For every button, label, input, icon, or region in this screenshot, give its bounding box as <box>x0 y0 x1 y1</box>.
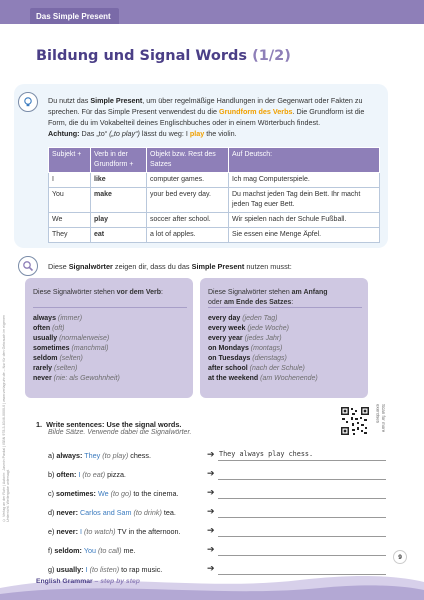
exercise-title: 1. Write sentences: Use the signal words. <box>36 420 182 429</box>
exercise-item-c: c) sometimes: We (to go) to the cinema. <box>48 489 179 498</box>
list-item: on Mondays (montags) <box>208 345 283 352</box>
exercise-item-e: e) never: I (to watch) TV in the afternoon. <box>48 527 181 536</box>
answer-line-c[interactable] <box>218 498 386 499</box>
signal-box-start-end <box>200 278 368 398</box>
page-number: 9 <box>393 550 407 564</box>
cell-object: soccer after school. <box>147 213 229 228</box>
table-row <box>49 173 380 188</box>
intro-paragraph: Du nutzt das Simple Present, um über regelmäßige Handlungen in der Gegenwart oder Fakten zu sprechen. Für das Simple Present verwendest du die Grundform des Verbs. Die Grundform ist die Form, die du im Vokabelteil deines Englischbuches oder in einem Wörterbuch findest. Achtung: Das „to“ („to play“) lässt du weg: I play the violin. <box>48 96 365 138</box>
footer-title: English Grammar – step by step <box>36 578 140 585</box>
cell-subject: I <box>49 173 91 188</box>
exercise-item-g: g) usually: I (to listen) to rap music. <box>48 565 163 574</box>
col-subject: Subjekt + <box>49 148 91 173</box>
signal-box-heading: Diese Signalwörter stehen vor dem Verb: <box>33 289 163 296</box>
cell-subject: You <box>49 188 91 213</box>
cell-object: computer games. <box>147 173 229 188</box>
answer-line-f[interactable] <box>218 555 386 556</box>
magnifier-icon <box>18 256 38 276</box>
col-object: Objekt bzw. Rest des Satzes <box>147 148 229 173</box>
page-title-main: Bildung und Signal Words <box>36 48 248 64</box>
copyright-note: © Verlag an der Ruhr | Autorin: Jasmin Pardal | ISBN 978-3-8346-0000-0 | www.verlagruhr.de – Nur für den Gebrauch im eigenen Unterricht. Weitergabe untersagt. <box>2 315 10 522</box>
cell-german: Sie essen eine Menge Äpfel. <box>229 228 380 243</box>
divider <box>33 307 187 308</box>
exercise-subtitle: Bilde Sätze. Verwende dabei die Signalwörter. <box>48 429 192 436</box>
answer-text-a: They always play chess. <box>219 450 314 458</box>
table-row <box>49 213 380 228</box>
exercise-item-d: d) never: Carlos and Sam (to drink) tea. <box>48 508 176 517</box>
cell-subject: We <box>49 213 91 228</box>
list-item: every day (jeden Tag) <box>208 315 278 322</box>
cell-verb: make <box>91 188 147 213</box>
list-item: every year (jedes Jahr) <box>208 335 282 342</box>
answer-line-d[interactable] <box>218 517 386 518</box>
exercise-item-a: a) always: They (to play) chess. <box>48 451 151 460</box>
arrow-icon: ➔ <box>207 487 215 497</box>
list-item: on Tuesdays (dienstags) <box>208 355 287 362</box>
arrow-icon: ➔ <box>207 563 215 573</box>
list-item: at the weekend (am Wochenende) <box>208 375 318 382</box>
list-item: sometimes (manchmal) <box>33 345 109 352</box>
exercise-item-b: b) often: I (to eat) pizza. <box>48 470 126 479</box>
signal-box-before-verb <box>25 278 193 398</box>
lightbulb-icon <box>18 92 38 112</box>
list-item: seldom (selten) <box>33 355 83 362</box>
divider <box>208 307 362 308</box>
table-row <box>49 228 380 243</box>
exercise-item-f: f) seldom: You (to call) me. <box>48 546 136 555</box>
col-german: Auf Deutsch: <box>229 148 380 173</box>
list-item: often (oft) <box>33 325 65 332</box>
list-item: always (immer) <box>33 315 83 322</box>
arrow-icon: ➔ <box>207 449 215 459</box>
cell-german: Du machst jeden Tag dein Bett. Ihr macht jeden Tag euer Bett. <box>229 188 380 213</box>
qr-label: Scan for more exercises <box>375 404 386 433</box>
arrow-icon: ➔ <box>207 506 215 516</box>
qr-code[interactable] <box>340 406 370 436</box>
cell-verb: play <box>91 213 147 228</box>
col-verb: Verb in der Grundform + <box>91 148 147 173</box>
table-row <box>49 188 380 213</box>
cell-verb: eat <box>91 228 147 243</box>
cell-german: Wir spielen nach der Schule Fußball. <box>229 213 380 228</box>
signal-word-list <box>208 314 318 384</box>
list-item: rarely (selten) <box>33 365 78 372</box>
answer-line-b[interactable] <box>218 479 386 480</box>
answer-line-e[interactable] <box>218 536 386 537</box>
signal-intro: Diese Signalwörter zeigen dir, dass du das Simple Present nutzen musst: <box>48 262 292 271</box>
signal-word-list <box>33 314 120 384</box>
section-tab: Das Simple Present <box>30 8 119 24</box>
arrow-icon: ➔ <box>207 525 215 535</box>
list-item: every week (jede Woche) <box>208 325 289 332</box>
grammar-table-header <box>49 148 380 173</box>
grammar-table <box>48 147 380 243</box>
list-item: usually (normalerweise) <box>33 335 110 342</box>
arrow-icon: ➔ <box>207 544 215 554</box>
cell-subject: They <box>49 228 91 243</box>
list-item: never (nie: als Gewohnheit) <box>33 375 120 382</box>
cell-german: Ich mag Computerspiele. <box>229 173 380 188</box>
page-title-part: (1/2) <box>252 48 291 64</box>
cell-object: a lot of apples. <box>147 228 229 243</box>
list-item: after school (nach der Schule) <box>208 365 305 372</box>
cell-verb: like <box>91 173 147 188</box>
cell-object: your bed every day. <box>147 188 229 213</box>
signal-box-heading: Diese Signalwörter stehen am Anfang oder am Ende des Satzes: <box>208 289 328 306</box>
answer-line-a[interactable] <box>218 460 386 461</box>
arrow-icon: ➔ <box>207 468 215 478</box>
page-title <box>36 48 291 64</box>
